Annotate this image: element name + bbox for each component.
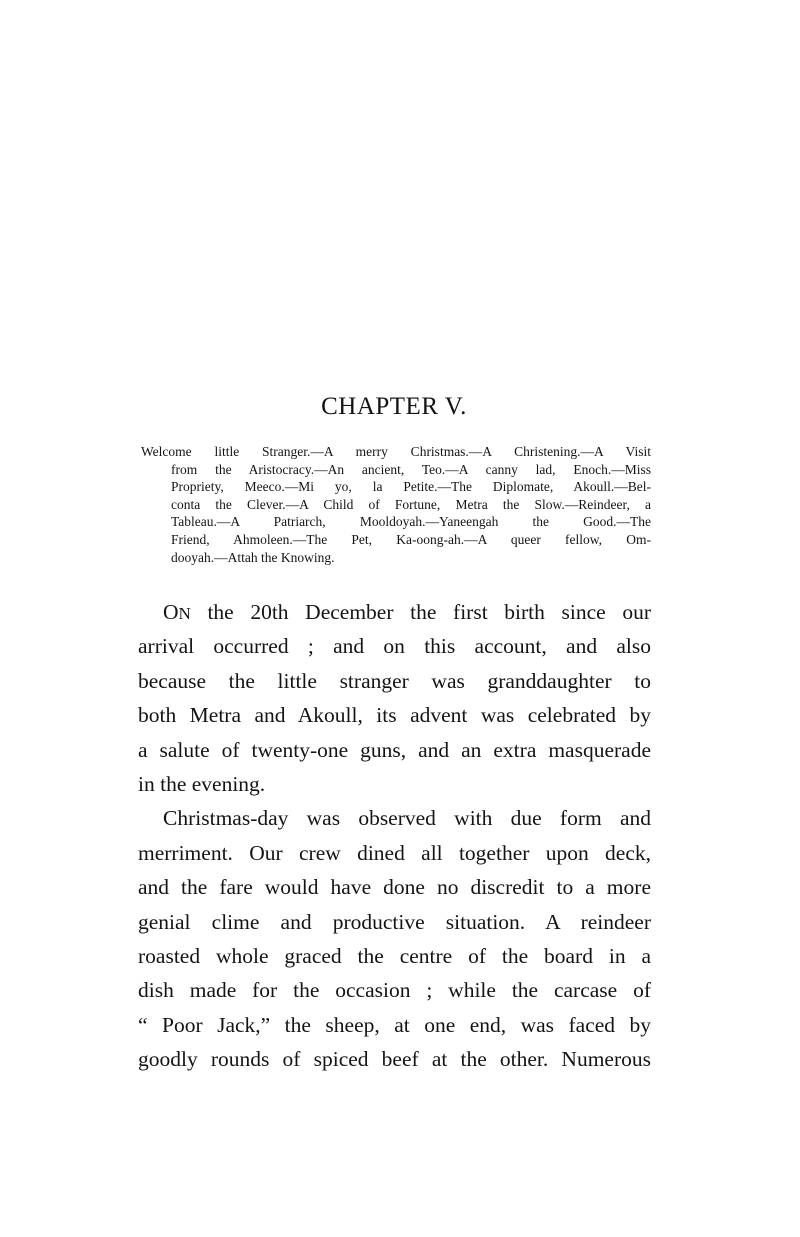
- body-line: genial clime and productive situation. A reindeer: [138, 909, 651, 934]
- body-line: arrival occurred ; and on this account, and also: [138, 634, 651, 659]
- paragraph-opening-line: [138, 595, 651, 629]
- synopsis-line: dooyah.—Attah the Knowing.: [171, 549, 335, 565]
- body-line: “ Poor Jack,” the sheep, at one end, was faced by: [138, 1012, 651, 1037]
- body-line: and the fare would have done no discredit to a more: [138, 875, 651, 900]
- opening-smallcap: N: [178, 604, 191, 623]
- body-text: [138, 595, 651, 1076]
- body-line: dish made for the occasion ; while the carcase of: [138, 978, 651, 1003]
- synopsis-line: Welcome little Stranger.—A merry Christmas.—A Christening.—A Visit: [141, 444, 651, 459]
- body-line: in the evening.: [138, 771, 266, 796]
- opening-initial: O: [163, 600, 179, 624]
- body-line: because the little stranger was granddaughter to: [138, 668, 651, 693]
- chapter-synopsis: [141, 443, 651, 566]
- opening-line-text: the 20th December the first birth since our: [190, 600, 651, 624]
- body-line: a salute of twenty-one guns, and an extra masquerade: [138, 737, 651, 762]
- synopsis-line: Tableau.—A Patriarch, Mooldoyah.—Yaneengah the Good.—The: [171, 514, 651, 530]
- body-line: Christmas-day was observed with due form and: [163, 806, 651, 831]
- body-line: merriment. Our crew dined all together upon deck,: [138, 840, 651, 865]
- synopsis-line: Friend, Ahmoleen.—The Pet, Ka-oong-ah.—A queer fellow, Om-: [171, 531, 651, 547]
- chapter-heading: CHAPTER V.: [321, 393, 467, 420]
- body-line: both Metra and Akoull, its advent was celebrated by: [138, 703, 651, 728]
- body-line: roasted whole graced the centre of the board in a: [138, 943, 651, 968]
- synopsis-line: Propriety, Meeco.—Mi yo, la Petite.—The Diplomate, Akoull.—Bel-: [171, 479, 651, 495]
- synopsis-line: from the Aristocracy.—An ancient, Teo.—A canny lad, Enoch.—Miss: [171, 461, 651, 477]
- synopsis-line: conta the Clever.—A Child of Fortune, Metra the Slow.—Reindeer, a: [171, 496, 651, 512]
- body-line: goodly rounds of spiced beef at the other. Numerous: [138, 1047, 651, 1072]
